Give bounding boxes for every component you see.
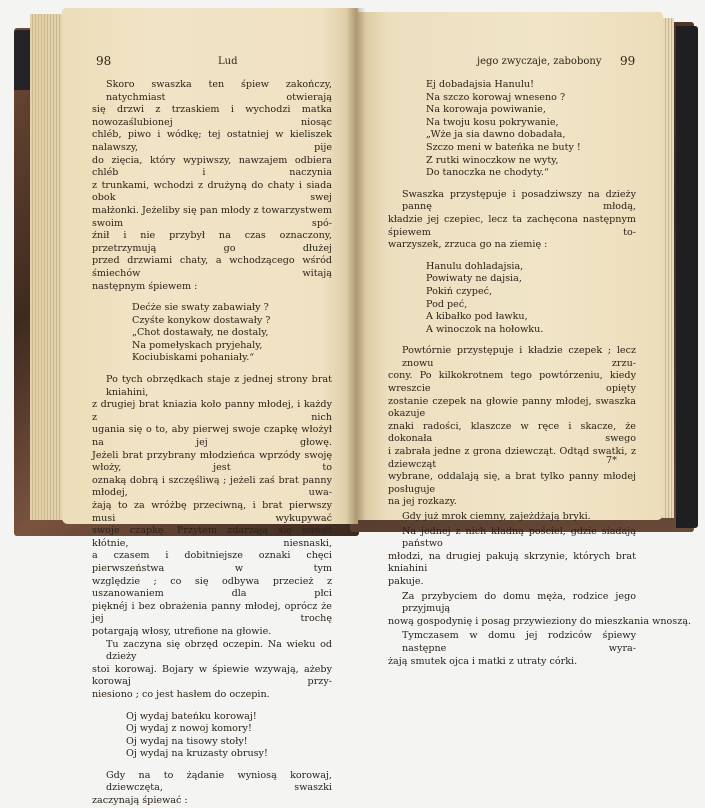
text-line: Po tych obrzędkach staje z jednej strony brat kniahini,: [106, 374, 332, 398]
text-line: znaki radości, klaszcze w ręce i skacze, że dokonała swego: [388, 420, 636, 445]
text-line: młodzi, na drugiej pakują skrzynie, których brat kniahini: [388, 550, 636, 575]
left-page-text: [92, 79, 332, 808]
text-line: Swaszka przystępuje i posadziwszy na dzieży pannę młodą,: [402, 188, 636, 213]
text-line: chléb, piwo i wódkę; tej ostatniej w kieliszek nalawszy, pije: [92, 129, 332, 153]
verse-line: Na szczo korowaj wneseno ?: [426, 91, 566, 103]
text-line: swoje czapkę. Przytem zdarzają się nawet kłótnie, niesnaski,: [92, 525, 332, 549]
text-line: żają smutek ojca i matki z utraty córki.: [388, 655, 578, 667]
text-line: potargają włosy, utrefione na głowie.: [92, 625, 272, 637]
text-line: Skoro swaszka ten śpiew zakończy, natychmiast otwierają: [106, 79, 332, 103]
text-line: Jeżeli brat przybrany młodzieńca wprzódy swoję włoży, jest to: [92, 449, 332, 474]
text-line: Na jednej z nich kładną pościel, gdzie siadają państwo: [402, 525, 636, 550]
book-gutter: [346, 8, 366, 524]
signature-mark: 7*: [606, 455, 617, 466]
verse-line: Powiwaty ne dajsia,: [426, 273, 522, 285]
text-line: źnił i nie przybył na czas oznaczony, przetrzymują go dłużej: [92, 230, 332, 254]
verse-line: Na korowaja powiwanie,: [426, 104, 546, 116]
text-line: do zięcia, który wypiwszy, nawzajem odbiera chléb i naczynia: [92, 154, 332, 179]
verse-line: Na pomełyskach pryjehaly,: [132, 339, 263, 351]
verse-line: Czyśte konykow dostawały ?: [132, 314, 271, 326]
right-page-number: 99: [620, 54, 636, 68]
text-line: zostanie czepek na głowie panny młodej, swaszka okazuje: [388, 395, 636, 420]
text-line: z trunkami, wchodzi z drużyną do chaty i siada obok swej: [92, 179, 332, 204]
text-line: niesiono ; co jest hasłem do oczepin.: [92, 688, 270, 700]
text-line: Tu zaczyna się obrzęd oczepin. Na wieku od dzieży: [106, 638, 332, 663]
verse-line: Pokiń czypeć,: [426, 285, 493, 297]
verse-line: Z rutki winoczkow ne wyty,: [426, 154, 559, 166]
verse-line: Oj wydaj na kruzasty obrusy!: [126, 748, 268, 760]
verse-block: [388, 79, 636, 180]
verse-block: [388, 261, 636, 337]
verse-line: Ej dobadajsia Hanulu!: [426, 79, 534, 90]
verse-line: Na twoju kosu pokrywanie,: [426, 116, 559, 128]
verse-line: Oj wydaj na tisowy stoły!: [126, 735, 248, 747]
text-line: warzyszek, zrzuca go na ziemię :: [388, 239, 548, 251]
text-line: i zabrała jedne z grona dziewcząt. Odtąd swatki, z dziewcząt: [388, 446, 636, 470]
text-line: na jej rozkazy.: [388, 496, 457, 508]
text-line: a czasem i dobitniejsze oznaki chęci pierwszeństwa w tym: [92, 550, 332, 574]
text-line: Gdy na to żądanie wyniosą korowaj, dziewczęta, swaszki: [106, 769, 332, 794]
verse-block: [92, 711, 332, 761]
left-page-number: 98: [96, 54, 112, 68]
verse-line: Dećże sie swaty zabawiały ?: [132, 302, 269, 314]
verse-line: Do tanoczka ne chodyty.“: [426, 167, 549, 179]
verse-line: A winoczok na hołowku.: [426, 323, 544, 335]
text-line: się drzwi z trzaskiem i wychodzi matka nowozaślubionej niosąc: [92, 104, 332, 128]
verse-line: Szczo meni w bateńka ne buty !: [426, 141, 581, 153]
verse-line: Kociubiskami pohaniały.“: [132, 352, 255, 364]
text-line: względzie ; co się odbywa przecież z uszanowaniem dla płci: [92, 575, 332, 600]
text-line: pakuje.: [388, 575, 424, 587]
verse-line: Hanulu dohladajsia,: [426, 260, 524, 272]
text-line: Powtórnie przystępuje i kładzie czepek ; lecz znowu zrzu-: [402, 345, 636, 369]
right-page-text: [388, 79, 692, 668]
text-line: małżonki. Jeżeliby się pan młody z towarzystwem swoim spó-: [92, 204, 332, 229]
text-line: Za przybyciem do domu męża, rodzice jego przyjmują: [402, 590, 636, 615]
text-line: Tymczasem w domu jej rodziców śpiewy następne wyra-: [402, 630, 636, 654]
verse-line: A kibałko pod ławku,: [426, 311, 528, 323]
right-running-header: jego zwyczaje, zabobony: [477, 56, 602, 67]
text-line: stoi korowaj. Bojary w śpiewie wzywają, ażeby korowaj przy-: [92, 663, 332, 688]
text-line: z drugiej brat kniazia koło panny młodej, i każdy z nich: [92, 399, 332, 423]
cover-corner-right: [676, 26, 698, 528]
verse-line: Oj wydaj bateńku korowaj!: [126, 710, 257, 722]
verse-line: „Wże ja sia dawno dobadała,: [426, 129, 566, 141]
verse-block: [92, 302, 332, 365]
left-page-edges: [30, 14, 66, 520]
text-line: ugania się o to, aby pierwej swoje czapkę włożył na jej głowę.: [92, 424, 332, 449]
verse-line: Oj wydaj z nowoj komory!: [126, 723, 252, 735]
left-running-header: Lud: [218, 56, 238, 67]
text-line: oznaką dobrą i szczęśliwą ; jeżeli zaś brat panny młodej, uwa-: [92, 474, 332, 499]
text-line: żają to za wróżbę przeciwną, i brat pierwszy musi wykupywać: [92, 500, 332, 524]
text-line: kładzie jej czepiec, lecz ta zachęcona następnym śpiewem to-: [388, 213, 636, 238]
text-line: Gdy już mrok ciemny, zajeżdżają bryki.: [402, 511, 591, 522]
verse-line: „Chot dostawały, ne dostaly,: [132, 327, 269, 339]
text-line: nową gospodynię i posag przywieziony do mieszkania wnoszą.: [388, 615, 692, 627]
text-line: przed drzwiami chaty, a wchodzącego wśród śmiechów witają: [92, 255, 332, 279]
verse-line: Pod peć,: [426, 298, 468, 310]
text-line: następnym śpiewem :: [92, 280, 198, 292]
text-line: zaczynają śpiewać :: [92, 795, 188, 807]
text-line: pięknéj i bez obrażenia panny młodej, oprócz że jej trochę: [92, 600, 332, 625]
text-line: wybrane, oddalają się, a brat tylko panny młodej posługuje: [388, 471, 636, 495]
text-line: cony. Po kilkokrotnem tego powtórzeniu, kiedy wreszcie opięty: [388, 370, 636, 395]
